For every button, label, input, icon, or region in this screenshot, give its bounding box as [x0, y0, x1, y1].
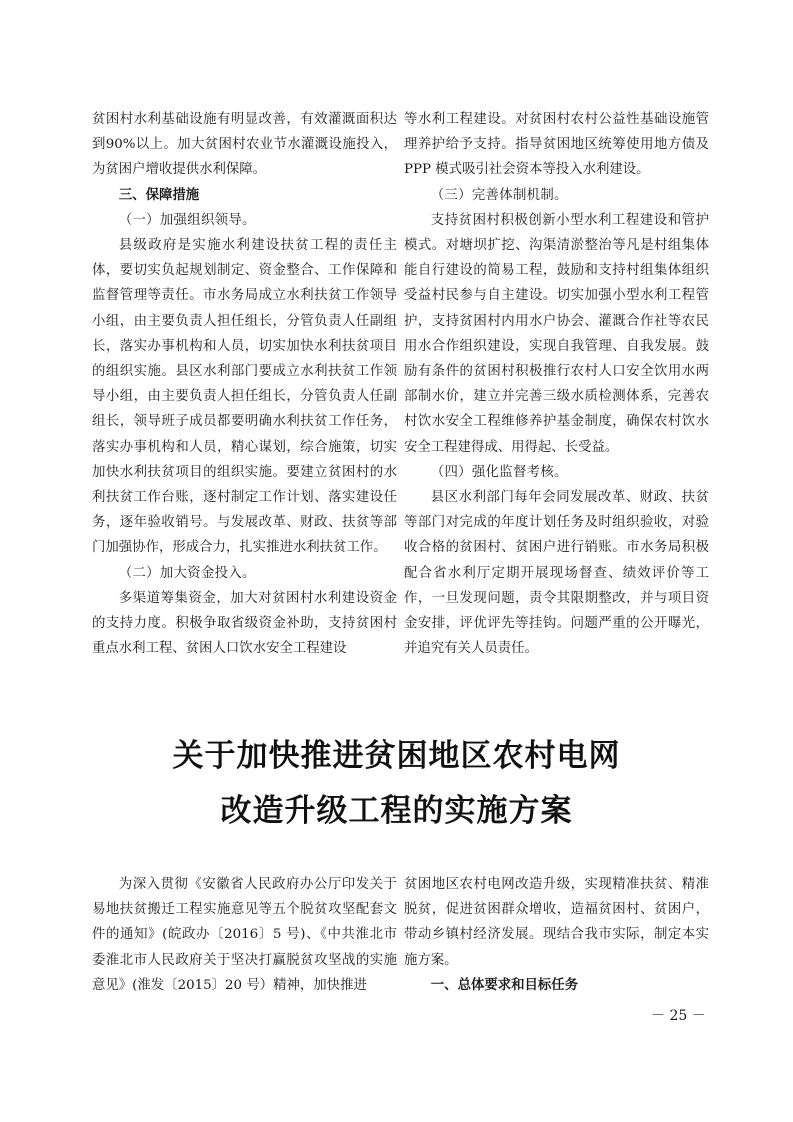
- top-left-column: [92, 107, 397, 661]
- paragraph: 县区水利部门每年会同发展改革、财政、扶贫等部门对完成的年度计划任务及时组织验收，对验收合格的贫困村、贫困户进行销账。市水务局积极配合省水利厅定期开展现场督查、绩效评价等工作，一旦发现问题，责令其限期整改，并与项目资金安排，评优评先等挂钩。问题严重的公开曝光，并追究有关人员责任。: [404, 490, 709, 657]
- subsection-heading: （四）强化监督考核。: [430, 464, 568, 480]
- section-heading: 一、总体要求和目标任务: [430, 977, 579, 993]
- top-right-column: [404, 107, 709, 661]
- paragraph: 多渠道筹集资金，加大对贫困村水利建设资金的支持力度。积极争取省级资金补助，支持贫困村重点水利工程、贫困人口饮水安全工程建设: [92, 590, 397, 657]
- page-number: － 25 －: [651, 1008, 706, 1024]
- bottom-left-column: [92, 872, 397, 998]
- paragraph: 县级政府是实施水利建设扶贫工程的责任主体，要切实负起规划制定、资金整合、工作保障和监督管理等责任。市水务局成立水利扶贫工作领导小组，由主要负责人担任组长，分管负责人任副组长，落实办事机构和人员，切实加快水利扶贫项目的组织实施。县区水利部门要成立水利扶贫工作领导小组，由主要负责人担任组长，分管负责人任副组长，领导班子成员都要明确水利扶贫工作任务，落实办事机构和人员，精心谋划，综合施策，切实加快水利扶贫项目的组织实施。要建立贫困村的水利扶贫工作台账，逐村制定工作计划、落实建设任务，逐年验收销号。与发展改革、财政、扶贫等部门加强协作，形成合力，扎实推进水利扶贫工作。: [92, 238, 397, 556]
- paragraph: 贫困村水利基础设施有明显改善，有效灌溉面积达到90%以上。加大贫困村农业节水灌溉设施投入，为贫困户增收提供水利保障。: [92, 112, 397, 178]
- paragraph: 支持贫困村积极创新小型水利工程建设和管护模式。对塘坝扩挖、沟渠清淤整治等凡是村组集体能自行建设的简易工程，鼓励和支持村组集体组织受益村民参与自主建设。切实加强小型水利工程管护，支持贫困村内用水户协会、灌溉合作社等农民用水合作组织建设，实现自我管理、自我发展。鼓励有条件的贫困村积极推行农村人口安全饮用水两部制水价，建立并完善三级水质检测体系，完善农村饮水安全工程维修养护基金制度，确保农村饮水安全工程建得成、用得起、长受益。: [404, 212, 709, 455]
- paragraph: 为深入贯彻《安徽省人民政府办公厅印发关于易地扶贫搬迁工程实施意见等五个脱贫攻坚配套文件的通知》(皖政办〔2016〕5 号)、《中共淮北市委淮北市人民政府关于坚决打赢脱贫攻坚战的实施意见》(淮发〔2015〕20 号）精神，加快推进: [92, 877, 397, 993]
- paragraph: 贫困地区农村电网改造升级，实现精准扶贫、精准脱贫，促进贫困群众增收，造福贫困村、贫困户，带动乡镇村经济发展。现结合我市实际，制定本实施方案。: [404, 877, 709, 968]
- document-title-line-2: 改造升级工程的实施方案: [220, 793, 573, 829]
- section-heading: 三、保障措施: [118, 187, 200, 203]
- document-title-line-1: 关于加快推进贫困地区农村电网: [172, 738, 621, 774]
- bottom-right-column: [404, 872, 709, 998]
- subsection-heading: （一）加强组织领导。: [118, 212, 256, 228]
- paragraph: 等水利工程建设。对贫困村农村公益性基础设施管理养护给予支持。指导贫困地区统筹使用地方债及 PPP 模式吸引社会资本等投入水利建设。: [404, 112, 709, 178]
- subsection-heading: （二）加大资金投入。: [118, 565, 256, 581]
- subsection-heading: （三）完善体制机制。: [430, 187, 568, 203]
